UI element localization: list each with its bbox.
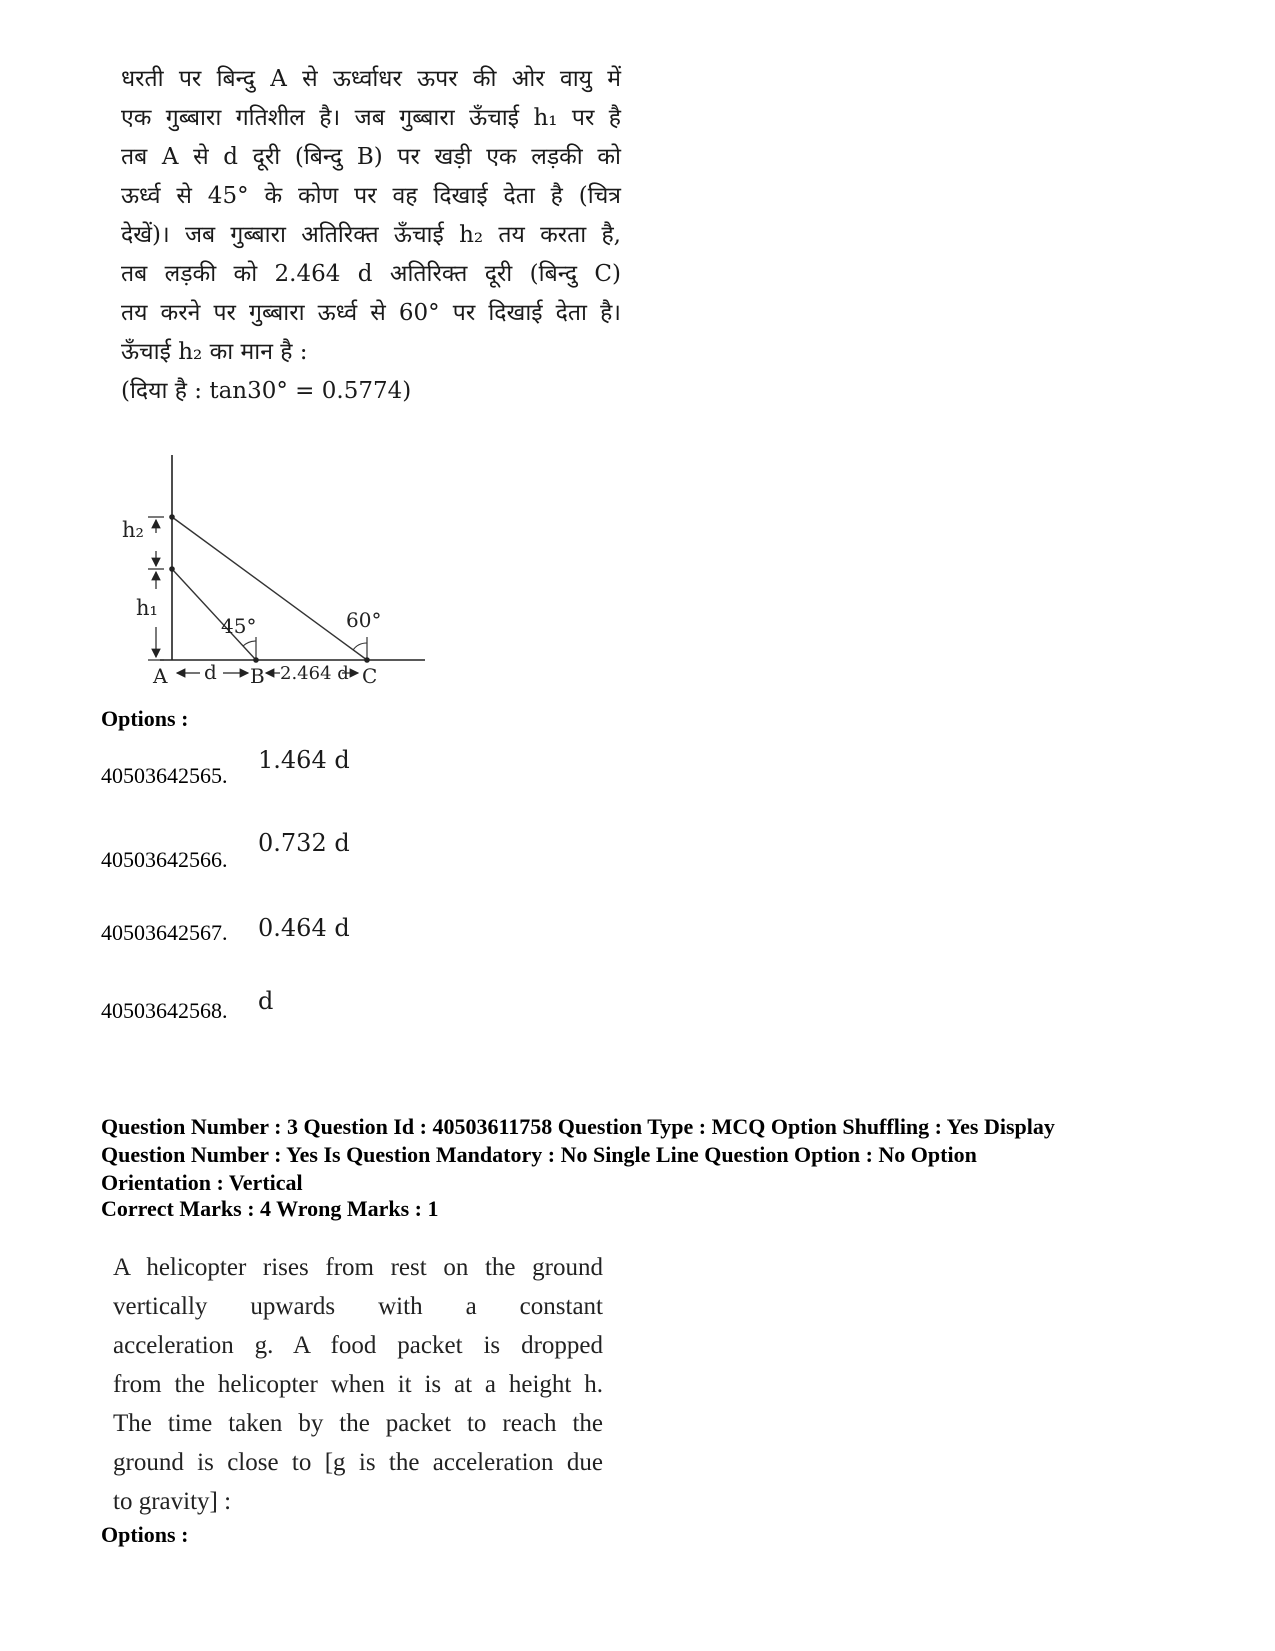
option-id: 40503642568.: [101, 998, 228, 1023]
question-3-line: ground is close to [g is the acceleration due: [113, 1449, 603, 1476]
question-2-given: (दिया है : tan30° = 0.5774): [121, 378, 412, 404]
question-3-line: A helicopter rises from rest on the ground: [113, 1254, 603, 1281]
label-h1: h₁: [136, 596, 158, 620]
label-h2: h₂: [122, 518, 144, 542]
balloon-diagram: [120, 455, 440, 700]
balloon-point-h1: [169, 566, 175, 572]
option-id: 40503642565.: [101, 763, 228, 788]
meta-line: Orientation : Vertical: [101, 1170, 303, 1195]
question-3-meta: [101, 1113, 1231, 1197]
question-2-line: ऊँचाई h₂ का मान है :: [121, 339, 308, 365]
option-value: 0.464 d: [258, 914, 350, 942]
question-2-line: तब लड़की को 2.464 d अतिरिक्त दूरी (बिन्दु C): [121, 261, 621, 287]
question-3-text: [113, 1248, 603, 1521]
option-value: 0.732 d: [258, 829, 350, 857]
question-2-line: एक गुब्बारा गतिशील है। जब गुब्बारा ऊँचाई h₁ पर है: [121, 105, 621, 131]
options-heading: Options :: [101, 706, 189, 731]
option-id: 40503642566.: [101, 847, 228, 872]
question-3-line: from the helicopter when it is at a height h.: [113, 1371, 603, 1398]
angle-arc-b: [243, 641, 256, 646]
point-c-dot: [364, 657, 370, 663]
option-value: d: [258, 987, 274, 1015]
sight-line-c: [172, 517, 367, 660]
option-value: 1.464 d: [258, 746, 350, 774]
balloon-point-h2: [169, 514, 175, 520]
label-point-a: A: [153, 664, 168, 688]
label-point-b: B: [250, 664, 265, 688]
meta-line: Question Number : Yes Is Question Mandatory : No Single Line Question Option : No Option: [101, 1142, 977, 1167]
question-2-text: [121, 60, 621, 411]
point-b-dot: [253, 657, 259, 663]
question-2-line: धरती पर बिन्दु A से ऊर्ध्वाधर ऊपर की ओर वायु में: [121, 66, 621, 92]
question-3-line: The time taken by the packet to reach the: [113, 1410, 603, 1437]
label-point-c: C: [362, 664, 378, 688]
option-id: 40503642567.: [101, 920, 228, 945]
question-3-line: acceleration g. A food packet is dropped: [113, 1332, 603, 1359]
marks-line: Correct Marks : 4 Wrong Marks : 1: [101, 1196, 439, 1221]
label-angle-45: 45°: [221, 614, 257, 638]
label-dist-2464d: 2.464 d: [280, 663, 349, 684]
angle-arc-c: [353, 643, 367, 650]
label-angle-60: 60°: [346, 608, 382, 632]
options-heading: Options :: [101, 1522, 189, 1547]
label-dist-d: d: [204, 660, 217, 684]
question-2-line: तब A से d दूरी (बिन्दु B) पर खड़ी एक लड़की को: [121, 144, 621, 170]
question-2-line: ऊर्ध्व से 45° के कोण पर वह दिखाई देता है (चित्र: [121, 183, 621, 209]
question-2-line: देखें)। जब गुब्बारा अतिरिक्त ऊँचाई h₂ तय करता है,: [121, 222, 621, 248]
meta-line: Question Number : 3 Question Id : 40503611758 Question Type : MCQ Option Shuffling : Yes Display: [101, 1114, 1055, 1139]
question-3-line: vertically upwards with a constant: [113, 1293, 603, 1320]
question-3-line: to gravity] :: [113, 1488, 232, 1515]
question-2-line: तय करने पर गुब्बारा ऊर्ध्व से 60° पर दिखाई देता है।: [121, 300, 621, 326]
